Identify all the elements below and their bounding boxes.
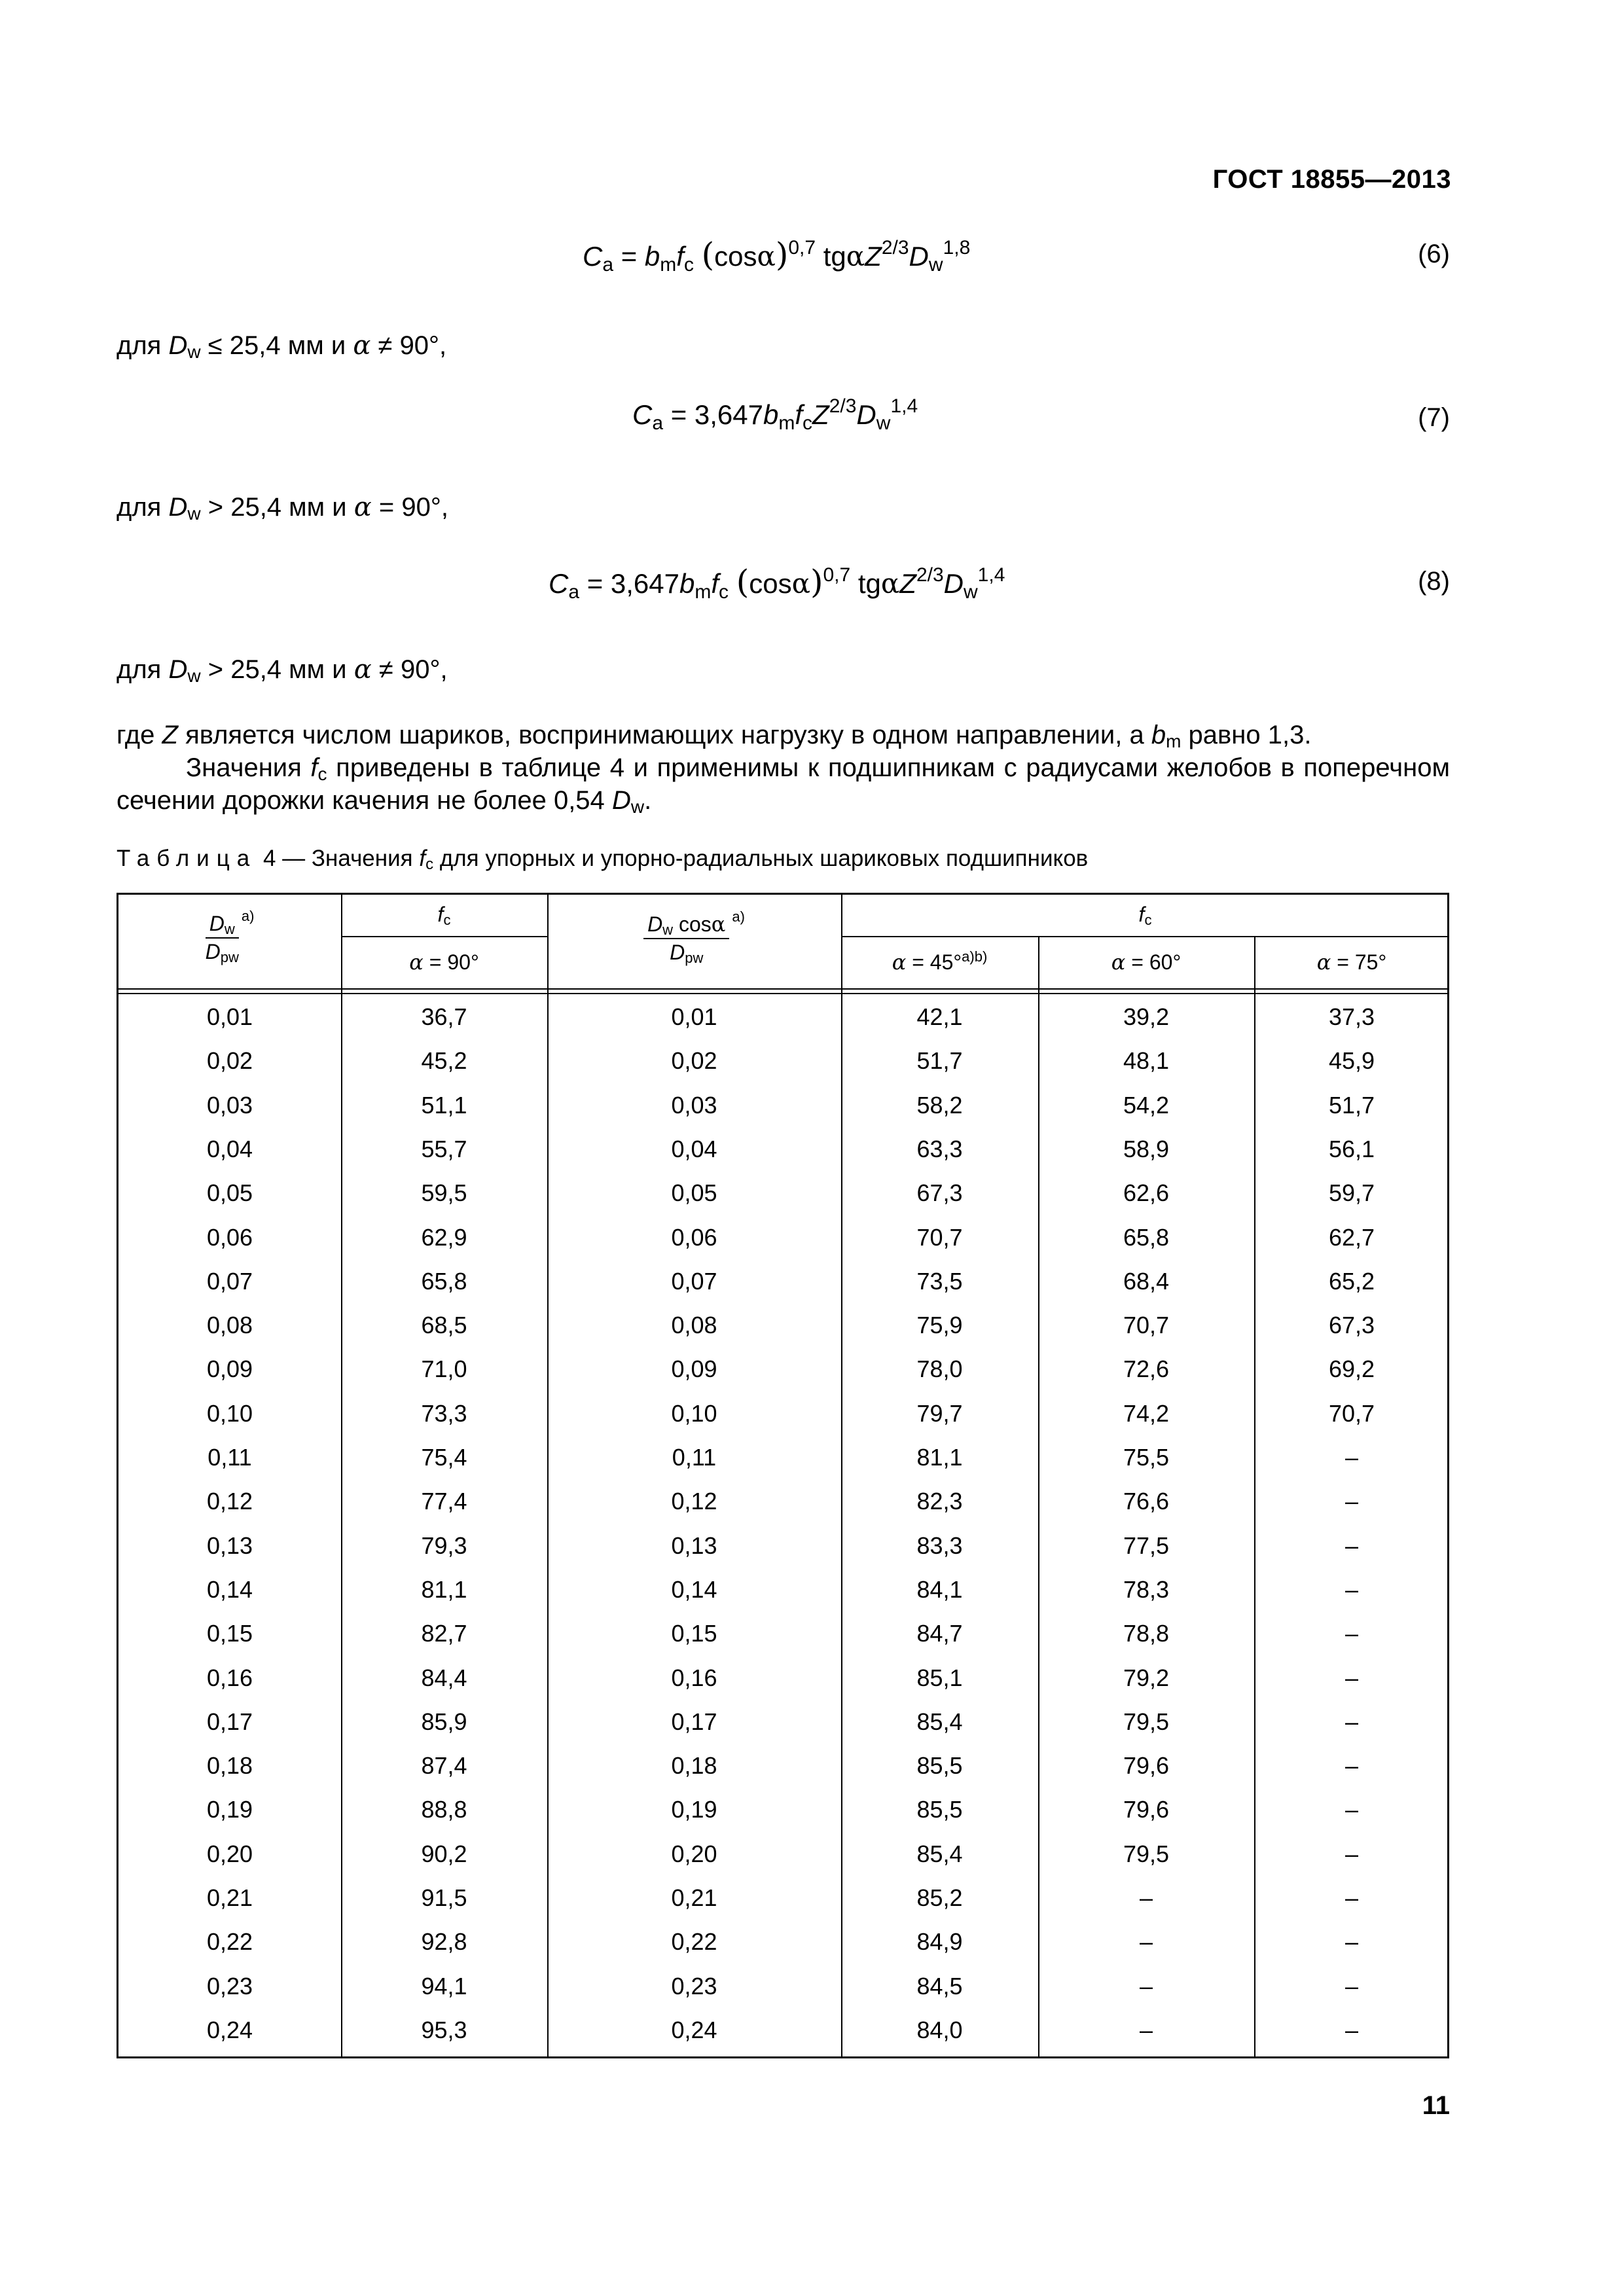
table-cell: 0,19 <box>671 1796 717 1823</box>
condition-1: для $D_w \le 25,4$ мм и α ≠ 90°, <box>117 331 447 362</box>
table-cell: 85,5 <box>916 1752 963 1780</box>
table-cell: 51,1 <box>421 1091 467 1119</box>
table-cell: 65,8 <box>1123 1223 1170 1251</box>
table-cell: 0,17 <box>671 1708 717 1735</box>
table-cell: – <box>1344 1796 1359 1823</box>
table-cell: – <box>1344 1664 1359 1691</box>
table-cell: 0,13 <box>671 1532 717 1559</box>
table-cell: 68,4 <box>1123 1267 1170 1295</box>
table-cell: 0,17 <box>206 1708 253 1735</box>
table-cell: 0,01 <box>671 1003 717 1030</box>
table-cell: 70,7 <box>916 1223 963 1251</box>
table-cell: 59,7 <box>1328 1179 1375 1207</box>
table-row <box>118 1391 1447 1435</box>
table-cell: 88,8 <box>421 1796 467 1823</box>
table-cell: 0,09 <box>671 1355 717 1383</box>
table-cell: 59,5 <box>421 1179 467 1207</box>
table-cell: 0,21 <box>206 1884 253 1911</box>
formula-number: (7) <box>1418 403 1450 432</box>
header-alpha-90: α = 90° <box>409 950 479 975</box>
table-row <box>118 1127 1447 1171</box>
table-cell: 0,12 <box>206 1488 253 1515</box>
table-caption: Таблица 4 — Значения $f_c$ для упорных и упорно-радиальных шариковых подшипников <box>117 846 1089 873</box>
table-cell: 55,7 <box>421 1135 467 1162</box>
table-cell: 0,22 <box>671 1928 717 1956</box>
table-cell: – <box>1139 1928 1153 1956</box>
table-cell: 75,5 <box>1123 1444 1170 1471</box>
table-cell: 78,3 <box>1123 1575 1170 1603</box>
table-cell: 0,08 <box>206 1312 253 1339</box>
table-cell: 0,22 <box>206 1928 253 1956</box>
formula-6 <box>117 236 1450 281</box>
table-cell: 85,9 <box>421 1708 467 1735</box>
table-row <box>118 1920 1447 1964</box>
header-double-line-bottom <box>118 993 1447 994</box>
table-cell: – <box>1344 1444 1359 1471</box>
table-cell: 0,20 <box>206 1840 253 1867</box>
table-cell: 81,1 <box>421 1575 467 1603</box>
table-cell: 0,14 <box>671 1575 717 1603</box>
table-cell: – <box>1344 1752 1359 1780</box>
table-cell: 77,5 <box>1123 1532 1170 1559</box>
table-cell: 78,8 <box>1123 1620 1170 1647</box>
table-cell: 62,7 <box>1328 1223 1375 1251</box>
table-cell: 45,2 <box>421 1047 467 1075</box>
table-cell: 82,3 <box>916 1488 963 1515</box>
table-cell: 85,4 <box>916 1708 963 1735</box>
table-cell: – <box>1344 1840 1359 1867</box>
table-cell: 0,10 <box>671 1399 717 1427</box>
table-cell: – <box>1139 1884 1153 1911</box>
table-cell: 48,1 <box>1123 1047 1170 1075</box>
table-row <box>118 1787 1447 1831</box>
table-cell: 70,7 <box>1328 1399 1375 1427</box>
table-cell: 36,7 <box>421 1003 467 1030</box>
table-cell: – <box>1344 2016 1359 2043</box>
table-cell: 0,20 <box>671 1840 717 1867</box>
page-number: 11 <box>1422 2091 1450 2120</box>
table-cell: 63,3 <box>916 1135 963 1162</box>
table-cell: 0,21 <box>671 1884 717 1911</box>
table-cell: – <box>1344 1620 1359 1647</box>
table-row <box>118 1568 1447 1611</box>
table-cell: 37,3 <box>1328 1003 1375 1030</box>
table-cell: 58,9 <box>1123 1135 1170 1162</box>
header-alpha-60: α = 60° <box>1111 950 1182 975</box>
table-cell: – <box>1139 1972 1153 2000</box>
paragraph-where: где Z является числом шариков, воспринимающих нагрузку в одном направлении, а $b_m$ равно 1,3. <box>117 721 1312 751</box>
table-cell: 0,24 <box>671 2016 717 2043</box>
table-row <box>118 1479 1447 1523</box>
table-cell: – <box>1344 1575 1359 1603</box>
table-row <box>118 1303 1447 1347</box>
table-row <box>118 995 1447 1039</box>
table-row <box>118 1876 1447 1920</box>
table-cell: 54,2 <box>1123 1091 1170 1119</box>
formula-7 <box>117 395 1450 445</box>
table-cell: 84,0 <box>916 2016 963 2043</box>
header-fc-group: $f_c$ <box>1138 903 1152 928</box>
table-cell: 84,4 <box>421 1664 467 1691</box>
table-cell: 0,08 <box>671 1312 717 1339</box>
table-4 <box>117 893 1449 2058</box>
document-id: ГОСТ 18855—2013 <box>1212 165 1451 194</box>
table-cell: 82,7 <box>421 1620 467 1647</box>
table-row <box>118 1083 1447 1127</box>
table-cell: 75,4 <box>421 1444 467 1471</box>
table-cell: – <box>1344 1532 1359 1559</box>
table-cell: 0,12 <box>671 1488 717 1515</box>
table-cell: 85,1 <box>916 1664 963 1691</box>
table-cell: 69,2 <box>1328 1355 1375 1383</box>
table-cell: 91,5 <box>421 1884 467 1911</box>
formula-6-expression: $C_a = b_mf_c$ $(\cos\alpha)^{0,7}$ $tg\alpha Z^{2/3}D_w^{1,8}$ <box>583 236 971 276</box>
table-cell: 0,04 <box>671 1135 717 1162</box>
formula-number: (6) <box>1418 240 1450 268</box>
header-double-line-top <box>118 988 1447 990</box>
table-cell: 51,7 <box>1328 1091 1375 1119</box>
header-divider <box>341 936 547 937</box>
header-alpha-45: α = 45°$^{a)b)}$ <box>892 948 988 975</box>
table-cell: 68,5 <box>421 1312 467 1339</box>
table-cell: 0,15 <box>671 1620 717 1647</box>
table-cell: 0,06 <box>206 1223 253 1251</box>
table-cell: 0,23 <box>671 1972 717 2000</box>
table-cell: 83,3 <box>916 1532 963 1559</box>
table-cell: 77,4 <box>421 1488 467 1515</box>
table-row <box>118 1700 1447 1744</box>
table-cell: 0,16 <box>671 1664 717 1691</box>
table-row <box>118 1744 1447 1787</box>
table-cell: 0,13 <box>206 1532 253 1559</box>
table-cell: 45,9 <box>1328 1047 1375 1075</box>
table-cell: 79,3 <box>421 1532 467 1559</box>
table-cell: 94,1 <box>421 1972 467 2000</box>
table-cell: 0,07 <box>206 1267 253 1295</box>
table-cell: 71,0 <box>421 1355 467 1383</box>
header-dw-cos-dpw: $\frac{D_w \cos\alpha}{D_{pw}}$ $^{a)}$ <box>547 912 841 965</box>
table-cell: 78,0 <box>916 1355 963 1383</box>
table-row <box>118 1435 1447 1479</box>
table-cell: – <box>1344 1928 1359 1956</box>
table-cell: 73,5 <box>916 1267 963 1295</box>
table-cell: 0,05 <box>671 1179 717 1207</box>
table-row <box>118 1964 1447 2008</box>
table-cell: 65,2 <box>1328 1267 1375 1295</box>
header-dw-dpw: $\frac{D_w}{D_{pw}}$ $^{a)}$ <box>205 908 255 965</box>
condition-3: для $D_w > 25,4$ мм и α ≠ 90°, <box>117 655 448 686</box>
table-cell: 0,23 <box>206 1972 253 2000</box>
table-cell: 79,2 <box>1123 1664 1170 1691</box>
table-cell: 84,5 <box>916 1972 963 2000</box>
header-fc: $f_c$ <box>437 903 451 928</box>
table-cell: – <box>1344 1972 1359 2000</box>
formula-8 <box>117 563 1450 609</box>
table-row <box>118 1039 1447 1083</box>
table-cell: 87,4 <box>421 1752 467 1780</box>
header-divider <box>841 936 1447 937</box>
table-cell: 76,6 <box>1123 1488 1170 1515</box>
table-cell: 0,09 <box>206 1355 253 1383</box>
table-cell: 79,5 <box>1123 1708 1170 1735</box>
paragraph-values: Значения $f_c$ приведены в таблице 4 и применимы к подшипникам с радиусами желобов в поперечном сечении дорожки качения не более 0,54 $D_w$. <box>117 753 1450 817</box>
table-cell: 65,8 <box>421 1267 467 1295</box>
table-cell: 51,7 <box>916 1047 963 1075</box>
table-cell: 0,11 <box>672 1444 717 1471</box>
table-cell: 67,3 <box>916 1179 963 1207</box>
table-cell: 42,1 <box>916 1003 963 1030</box>
table-row <box>118 1832 1447 1876</box>
table-cell: 73,3 <box>421 1399 467 1427</box>
table-cell: 0,10 <box>206 1399 253 1427</box>
table-row <box>118 1347 1447 1391</box>
table-cell: 72,6 <box>1123 1355 1170 1383</box>
table-cell: 39,2 <box>1123 1003 1170 1030</box>
table-cell: 62,6 <box>1123 1179 1170 1207</box>
table-cell: 0,14 <box>206 1575 253 1603</box>
table-cell: 0,15 <box>206 1620 253 1647</box>
table-cell: 0,05 <box>206 1179 253 1207</box>
table-cell: 67,3 <box>1328 1312 1375 1339</box>
table-cell: – <box>1344 1488 1359 1515</box>
table-row <box>118 1259 1447 1303</box>
table-cell: 0,11 <box>208 1444 252 1471</box>
table-row <box>118 1215 1447 1259</box>
table-cell: 0,18 <box>671 1752 717 1780</box>
table-cell: 0,19 <box>206 1796 253 1823</box>
table-cell: 92,8 <box>421 1928 467 1956</box>
table-cell: 0,03 <box>671 1091 717 1119</box>
table-cell: 79,5 <box>1123 1840 1170 1867</box>
table-cell: 79,6 <box>1123 1796 1170 1823</box>
table-cell: 58,2 <box>916 1091 963 1119</box>
table-cell: 0,03 <box>206 1091 253 1119</box>
table-cell: 70,7 <box>1123 1312 1170 1339</box>
table-cell: 79,6 <box>1123 1752 1170 1780</box>
table-cell: 85,5 <box>916 1796 963 1823</box>
table-cell: 90,2 <box>421 1840 467 1867</box>
table-cell: 0,02 <box>206 1047 253 1075</box>
header-alpha-75: α = 75° <box>1316 950 1387 975</box>
table-cell: 75,9 <box>916 1312 963 1339</box>
table-cell: 95,3 <box>421 2016 467 2043</box>
table-cell: 85,2 <box>916 1884 963 1911</box>
table-cell: – <box>1344 1884 1359 1911</box>
table-cell: 84,1 <box>916 1575 963 1603</box>
table-cell: 0,06 <box>671 1223 717 1251</box>
table-cell: 0,07 <box>671 1267 717 1295</box>
formula-number: (8) <box>1418 567 1450 596</box>
table-cell: 74,2 <box>1123 1399 1170 1427</box>
table-cell: 84,9 <box>916 1928 963 1956</box>
table-cell: 62,9 <box>421 1223 467 1251</box>
table-cell: 79,7 <box>916 1399 963 1427</box>
table-row <box>118 1171 1447 1215</box>
table-cell: – <box>1344 1708 1359 1735</box>
condition-2: для $D_w > 25,4$ мм и α = 90°, <box>117 492 448 524</box>
table-cell: 56,1 <box>1328 1135 1375 1162</box>
table-cell: 0,24 <box>206 2016 253 2043</box>
formula-8-expression: $C_a = 3,647b_mf_c$ $(\cos\alpha)^{0,7}$ $tg\alpha Z^{2/3}D_w^{1,4}$ <box>549 563 1005 603</box>
table-cell: 84,7 <box>916 1620 963 1647</box>
table-row <box>118 1656 1447 1700</box>
table-cell: – <box>1139 2016 1153 2043</box>
formula-7-expression: $C_a = 3,647b_mf_cZ^{2/3}D_w^{1,4}$ <box>632 395 918 434</box>
table-cell: 81,1 <box>916 1444 963 1471</box>
table-cell: 0,01 <box>206 1003 253 1030</box>
table-row <box>118 2008 1447 2052</box>
table-cell: 85,4 <box>916 1840 963 1867</box>
table-cell: 0,04 <box>206 1135 253 1162</box>
table-cell: 0,18 <box>206 1752 253 1780</box>
table-row <box>118 1524 1447 1568</box>
table-cell: 0,16 <box>206 1664 253 1691</box>
table-row <box>118 1611 1447 1655</box>
table-cell: 0,02 <box>671 1047 717 1075</box>
